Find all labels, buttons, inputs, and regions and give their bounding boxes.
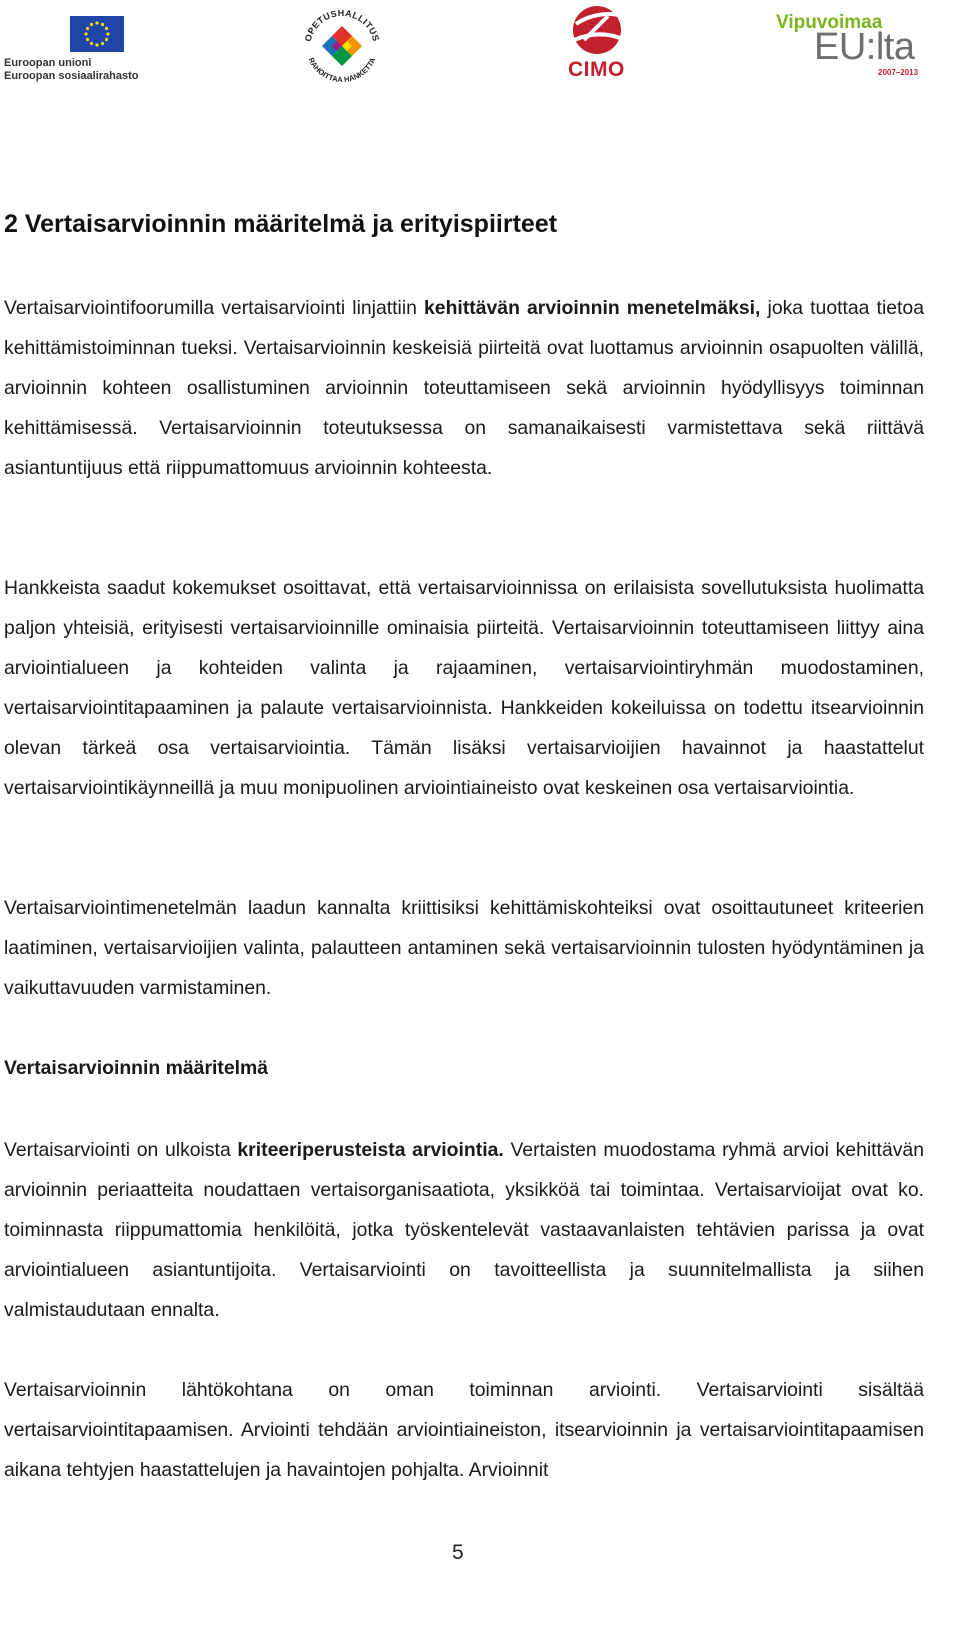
- paragraph-1-text-c: joka tuottaa tietoa kehittämistoiminnan tueksi. Vertaisarvioinnin keskeisiä piirteitä ovat luottamus arvioinnin osapuolten välillä, arvioinnin kohteen osallistuminen arvioinnin toteuttamiseen sekä arvioinnin hyödyllisyys toiminnan kehittämisessä. Vertaisarvioinnin toteutuksessa on samanaikaisesti varmistettava sekä riittävä asiantuntijuus että riippumattomuus arvioinnin kohteesta.: [4, 297, 924, 479]
- eu-logo-line2: Euroopan sosiaalirahasto: [4, 70, 139, 82]
- paragraph-4-text-a: Vertaisarviointi on ulkoista: [4, 1139, 238, 1161]
- paragraph-4-text-c: Vertaisten muodostama ryhmä arvioi kehittävän arvioinnin periaatteita noudattaen vertaisorganisaatiota, yksikköä tai toimintaa. Vertaisarvioijat ovat ko. toiminnasta riippumattomia henkilöitä, jotka työskentelevät vastaavanlaisten tehtävien parissa ja ovat arviointialueen asiantuntijoita. Vertaisarviointi on tavoitteellista ja suunnitelmallista ja siihen valmistaudutaan ennalta.: [4, 1139, 924, 1321]
- paragraph-1: [4, 288, 924, 488]
- paragraph-4-bold: kriteeriperusteista arviointia.: [237, 1139, 504, 1161]
- oph-arc-bottom: RAHOITTAA HANKETTA: [306, 56, 378, 85]
- paragraph-2: Hankkeista saadut kokemukset osoittavat, että vertaisarvioinnissa on erilaisista sovellutuksista huolimatta paljon yhteisiä, erityisesti vertaisarvioinnille ominaisia piirteitä. Vertaisarvioinnin toteuttamiseen liittyy aina arviointialueen ja kohteiden valinta ja rajaaminen, vertaisarviointiryhmän muodostaminen, vertaisarviointitapaaminen ja palaute vertaisarvioinnista. Hankkeiden kokeiluissa on todettu itsearvioinnin olevan tärkeä osa vertaisarviointia. Tämän lisäksi vertaisarvioijien havainnot ja haastattelut vertaisarviointikäynneillä ja muu monipuolinen arviointiaineisto ovat keskeinen osa vertaisarviointia.: [4, 577, 924, 799]
- section-heading: 2 Vertaisarvioinnin määritelmä ja erityispiirteet: [4, 210, 558, 238]
- cimo-globe-icon: [560, 2, 634, 60]
- page-number: 5: [452, 1541, 464, 1564]
- paragraph-4: [4, 1130, 924, 1330]
- oph-arc-top: OPETUSHALLITUS: [302, 7, 382, 43]
- paragraph-1-bold: kehittävän arvioinnin menetelmäksi,: [424, 297, 761, 319]
- oph-logo: [296, 2, 388, 88]
- paragraph-1-text-a: Vertaisarviointifoorumilla vertaisarviointi linjattiin: [4, 297, 425, 319]
- subheading: Vertaisarvioinnin määritelmä: [4, 1057, 269, 1079]
- vipuvoimaa-eu: EU:lta: [814, 26, 915, 68]
- vipuvoimaa-title: Vipuvoimaa: [776, 12, 883, 33]
- vipuvoimaa-logo: [776, 10, 926, 80]
- paragraph-5: Vertaisarvioinnin lähtökohtana on oman toiminnan arviointi. Vertaisarviointi sisältää vertaisarviointitapaamisen. Arviointi tehdään arviointiaineiston, itsearvioinnin ja vertaisarviointitapaamisen aikana tehtyjen haastattelujen ja havaintojen pohjalta. Arvioinnit: [4, 1379, 924, 1481]
- logo-header: [0, 0, 960, 100]
- oph-diamond-icon: [322, 26, 362, 66]
- eu-logo-line1: Euroopan unioni: [4, 57, 92, 69]
- eu-logo: [4, 14, 139, 86]
- eu-flag-icon: [70, 16, 124, 52]
- cimo-label: CIMO: [568, 58, 625, 81]
- vipuvoimaa-years: 2007–2013: [878, 68, 919, 77]
- paragraph-3: Vertaisarviointimenetelmän laadun kannalta kriittisiksi kehittämiskohteiksi ovat osoittautuneet kriteerien laatiminen, vertaisarvioijien valinta, palautteen antaminen sekä vertaisarvioinnin tulosten hyödyntäminen ja vaikuttavuuden varmistaminen.: [4, 897, 924, 999]
- cimo-logo: [560, 2, 634, 84]
